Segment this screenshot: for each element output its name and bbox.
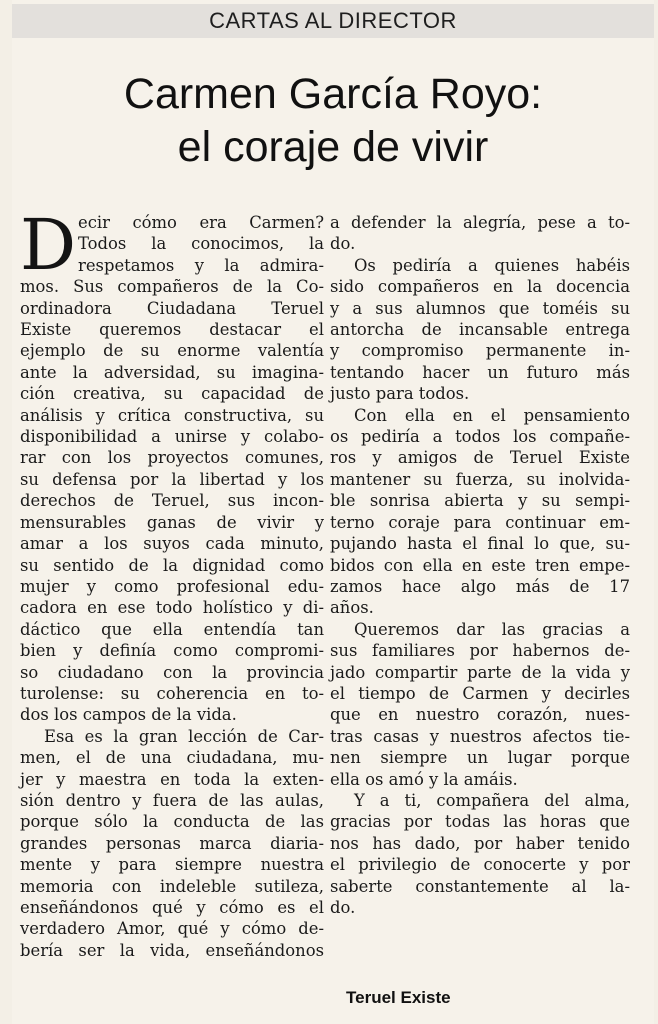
- text-line: Con ella en el pensamiento: [354, 405, 630, 425]
- text-line: el tiempo de Carmen y decirles: [330, 683, 630, 703]
- text-line: cadora en ese todo holístico y di-: [20, 598, 324, 618]
- text-line: zamos hace algo más de 17: [330, 576, 630, 596]
- text-line: amar a los suyos cada minuto,: [20, 534, 324, 554]
- text-line: disponibilidad a unirse y colabo-: [20, 427, 324, 447]
- text-line: mensurables ganas de vivir y: [20, 512, 324, 532]
- text-line: bería ser la vida, enseñándonos: [20, 940, 324, 960]
- text-line: enseñándonos qué y cómo es el: [20, 898, 324, 917]
- text-line: memoria con indeleble sutileza,: [20, 876, 324, 896]
- text-line: turolense: su coherencia en to-: [20, 683, 324, 703]
- text-line: ción creativa, su capacidad de: [20, 384, 324, 404]
- text-line: terno coraje para continuar em-: [330, 512, 630, 532]
- text-line: respetamos y la admira-: [78, 255, 324, 275]
- text-line: mujer y como profesional edu-: [20, 576, 324, 596]
- text-line: nen siempre un lugar porque: [330, 748, 630, 768]
- text-line: tras casas y nuestros afectos tie-: [330, 726, 630, 746]
- text-line: Existe queremos destacar el: [20, 320, 324, 340]
- text-line: dáctico que ella entendía tan: [20, 619, 324, 639]
- signature: Teruel Existe: [346, 988, 451, 1007]
- text-line: porque sólo la conducta de las: [20, 812, 324, 832]
- text-line: que en nuestro corazón, nues-: [330, 705, 630, 725]
- text-line: años.: [330, 598, 374, 618]
- text-line: ble sonrisa abierta y su sempi-: [330, 491, 630, 511]
- text-line: su defensa por la libertad y los: [20, 469, 324, 489]
- text-line: sión dentro y fuera de las aulas,: [20, 790, 324, 810]
- text-line: derechos de Teruel, sus incon-: [20, 491, 324, 511]
- text-line: ante la adversidad, su imagina-: [20, 362, 324, 382]
- article-column-right: [330, 212, 630, 918]
- headline-line-2: el coraje de vivir: [177, 123, 489, 171]
- text-line: sido compañeros en la docencia: [330, 277, 630, 297]
- article-column-left: [20, 204, 324, 961]
- text-line: ecir cómo era Carmen?: [78, 213, 324, 232]
- headline: [12, 68, 654, 174]
- text-line: mente y para siempre nuestra: [20, 855, 324, 875]
- text-line: os pediría a todos los compañe-: [330, 427, 630, 447]
- text-line: tentando hacer un futuro más: [330, 362, 630, 382]
- headline-line-1: Carmen García Royo:: [123, 70, 543, 118]
- text-line: saberte constantemente al la-: [330, 876, 630, 896]
- section-header: CARTAS AL DIRECTOR: [12, 4, 654, 38]
- drop-cap: D: [20, 204, 77, 286]
- text-line: Todos la conocimos, la: [78, 234, 324, 254]
- text-line: bidos con ella en este tren empe-: [330, 555, 630, 575]
- text-line: nos has dado, por haber tenido: [330, 833, 630, 853]
- text-line: sus familiares por habernos de-: [330, 641, 630, 661]
- text-line: Esa es la gran lección de Car-: [44, 726, 324, 746]
- text-line: jer y maestra en toda la exten-: [20, 769, 324, 789]
- text-line: análisis y crítica constructiva, su: [20, 405, 324, 425]
- text-line: jado compartir parte de la vida y: [330, 662, 630, 682]
- text-line: rar con los proyectos comunes,: [20, 448, 324, 468]
- text-line: men, el de una ciudadana, mu-: [20, 748, 324, 768]
- text-line: a defender la alegría, pese a to-: [330, 213, 630, 232]
- text-line: Y a ti, compañera del alma,: [354, 790, 630, 810]
- text-line: ella os amó y la amáis.: [330, 769, 518, 789]
- text-line: mantener su fuerza, su inolvida-: [330, 469, 630, 489]
- text-line: do.: [330, 898, 356, 917]
- text-line: y a sus alumnos que toméis su: [330, 298, 630, 318]
- text-line: ordinadora Ciudadana Teruel: [20, 298, 324, 318]
- text-line: antorcha de incansable entrega: [330, 320, 630, 340]
- text-line: Os pediría a quienes habéis: [354, 255, 630, 275]
- text-line: pujando hasta el final lo que, su-: [330, 534, 630, 554]
- text-line: dos los campos de la vida.: [20, 705, 237, 725]
- text-line: ros y amigos de Teruel Existe: [330, 448, 630, 468]
- text-line: justo para todos.: [330, 384, 470, 404]
- text-line: y compromiso permanente in-: [330, 341, 630, 361]
- text-line: bien y definía como compromi-: [20, 641, 324, 661]
- text-line: mos. Sus compañeros de la Co-: [20, 277, 324, 297]
- text-line: gracias por todas las horas que: [330, 812, 630, 832]
- text-line: Queremos dar las gracias a: [354, 619, 630, 639]
- text-line: do.: [330, 234, 356, 254]
- text-line: verdadero Amor, qué y cómo de-: [20, 919, 324, 939]
- text-line: el privilegio de conocerte y por: [330, 855, 630, 875]
- text-line: su sentido de la dignidad como: [20, 555, 324, 575]
- text-line: ejemplo de su enorme valentía: [20, 341, 324, 361]
- text-line: grandes personas marca diaria-: [20, 833, 324, 853]
- text-line: so ciudadano con la provincia: [20, 662, 324, 682]
